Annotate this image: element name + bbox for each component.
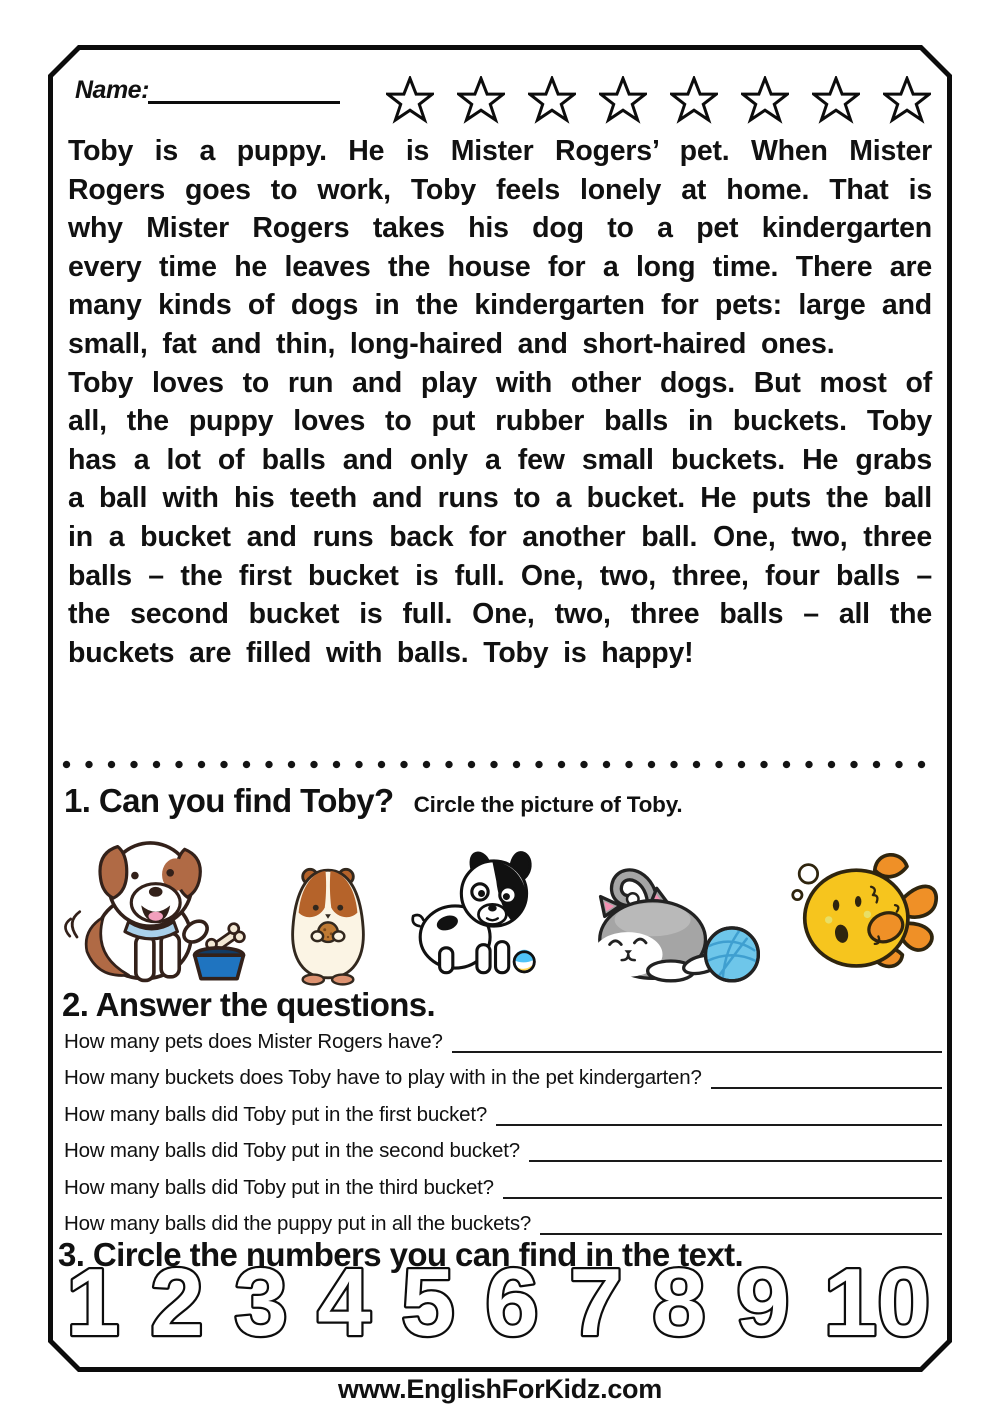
star-icon (812, 76, 860, 126)
svg-text:8: 8 (652, 1249, 707, 1356)
star-rating-row (386, 76, 931, 126)
cat-picture[interactable] (570, 860, 760, 986)
guinea-pig-picture[interactable] (279, 862, 377, 986)
svg-text:7: 7 (568, 1249, 623, 1356)
puppy-picture[interactable] (58, 832, 248, 986)
answer-line[interactable] (540, 1209, 942, 1235)
answer-line[interactable] (496, 1100, 942, 1126)
questions-list (64, 1027, 942, 1245)
name-blank-line[interactable] (148, 101, 340, 104)
question-text: How many balls did Toby put in the third bucket? (64, 1175, 494, 1199)
question-row (64, 1027, 942, 1063)
section1-header (64, 782, 682, 820)
passage-paragraph-1: Toby is a puppy. He is Mister Rogers’ pet. When Mister Rogers goes to work, Toby feels lonely at home. That is why Mister Rogers takes his dog to a pet kindergarten every time he leaves the house for a long time. There are many kinds of dogs in the kindergarten for pets: large and small, fat and thin, long-haired and short-haired ones. (68, 135, 932, 360)
question-row (64, 1063, 942, 1099)
circle-number-6[interactable] (477, 1249, 547, 1356)
star-icon (386, 76, 434, 126)
circle-number-3[interactable] (226, 1249, 296, 1356)
section3-heading: 3. Circle the numbers you can find in the text. (58, 1236, 744, 1273)
question-text: How many buckets does Toby have to play with in the pet kindergarten? (64, 1066, 702, 1090)
circle-number-1[interactable] (58, 1249, 128, 1356)
passage-paragraph-2: Toby loves to run and play with other dogs. But most of all, the puppy loves to put rubber balls in buckets. Toby has a lot of balls and only a few small buckets. He grabs a ball with his teeth and runs to a bucket. He puts the ball in a bucket and runs back for another ball. One, two, three balls – the first bucket is full. One, two, three, four balls – the second bucket is full. One, two, three balls – all the buckets are filled with balls. Toby is happy! (68, 366, 932, 669)
circle-number-4[interactable] (309, 1249, 379, 1356)
svg-text:9: 9 (736, 1249, 790, 1356)
question-text: How many balls did the puppy put in all the buckets? (64, 1211, 532, 1235)
section1-heading: 1. Can you find Toby? (64, 782, 394, 819)
dotted-divider (62, 760, 940, 769)
answer-line[interactable] (711, 1063, 942, 1089)
star-icon (883, 76, 931, 126)
circle-number-7[interactable] (561, 1249, 631, 1356)
svg-text:6: 6 (485, 1249, 539, 1356)
section2-heading: 2. Answer the questions. (62, 986, 436, 1023)
french-bulldog-picture[interactable] (407, 850, 539, 982)
svg-text:2: 2 (150, 1249, 204, 1356)
question-row (64, 1173, 942, 1209)
svg-text:3: 3 (233, 1249, 288, 1356)
answer-line[interactable] (503, 1173, 942, 1199)
website-url: www.EnglishForKidz.com (338, 1374, 662, 1404)
section1-instruction: Circle the picture of Toby. (413, 792, 683, 817)
circle-number-2[interactable] (142, 1249, 212, 1356)
circle-number-10[interactable] (812, 1249, 942, 1356)
name-row (75, 76, 149, 105)
svg-text:4: 4 (317, 1249, 371, 1356)
circle-number-5[interactable] (393, 1249, 463, 1356)
svg-text:1: 1 (66, 1249, 120, 1356)
question-text: How many balls did Toby put in the first bucket? (64, 1102, 488, 1126)
answer-line[interactable] (529, 1136, 942, 1162)
question-row (64, 1100, 942, 1136)
name-label: Name: (75, 76, 149, 104)
star-icon (741, 76, 789, 126)
star-icon (670, 76, 718, 126)
reading-passage (68, 132, 932, 672)
star-icon (599, 76, 647, 126)
star-icon (528, 76, 576, 126)
star-icon (457, 76, 505, 126)
question-text: How many balls did Toby put in the second bucket? (64, 1139, 520, 1163)
animal-picture-row (58, 824, 942, 986)
question-row (64, 1136, 942, 1172)
circle-number-8[interactable] (644, 1249, 714, 1356)
svg-text:10: 10 (823, 1249, 931, 1356)
answer-line[interactable] (452, 1027, 942, 1053)
question-text: How many pets does Mister Rogers have? (64, 1030, 443, 1053)
svg-text:5: 5 (401, 1249, 455, 1356)
fish-picture[interactable] (790, 846, 942, 980)
circle-number-9[interactable] (728, 1249, 798, 1356)
